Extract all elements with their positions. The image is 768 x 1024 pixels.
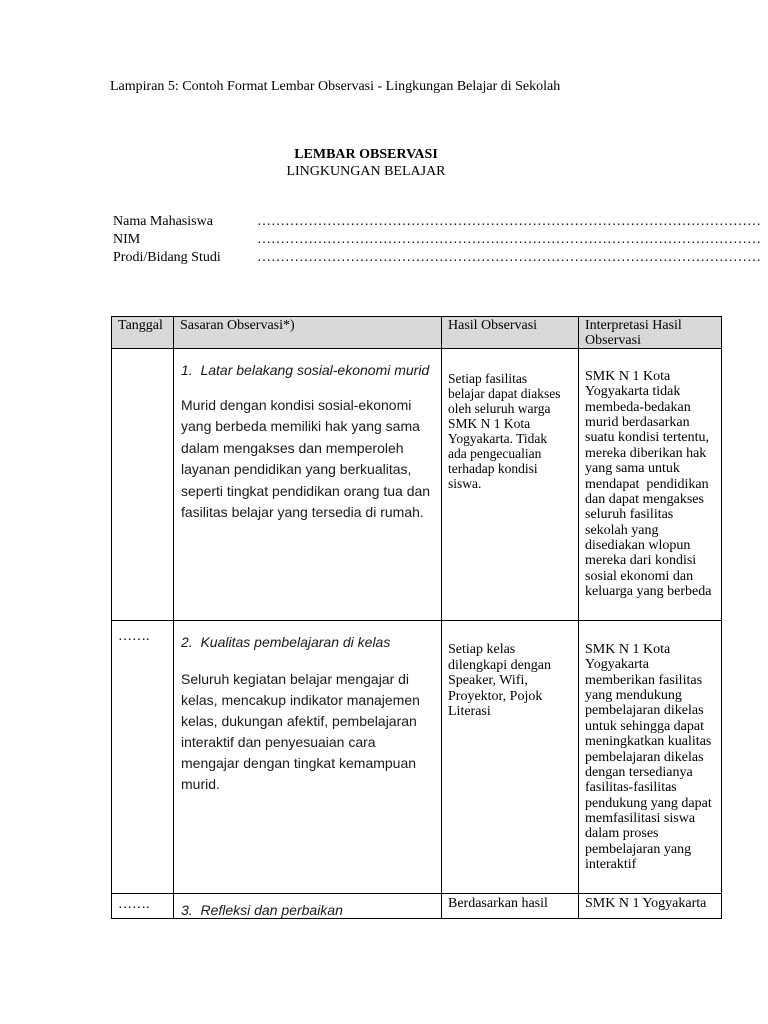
interpretasi-cell [579,349,722,621]
description-line: layanan pendidikan yang berkualitas, [181,461,412,478]
description-line: seperti tingkat pendidikan orang tua dan [181,482,431,499]
description-line: murid. [181,776,220,792]
description-line: interaktif dan penyesuaian cara [181,734,376,750]
field-label: Prodi/Bidang Studi [113,250,221,265]
observation-result-line: belajar dapat diakses [448,386,561,401]
hasil-cell [442,349,579,621]
field-row-nim [113,231,761,249]
interpretation-line: mendapat pendidikan [585,476,709,492]
observation-target-heading: 2. Kualitas pembelajaran di kelas [181,634,391,650]
interpretation-line: dengan tersedianya [585,764,693,780]
interpretation-line: yang sama untuk [585,461,680,477]
document-subtitle: LINGKUNGAN BELAJAR [286,164,446,179]
header-tanggal: Tanggal [112,317,174,349]
field-row-prodi [113,249,761,267]
interpretation-line: pendukung yang dapat [585,795,712,811]
interpretation-line: sekolah yang [585,522,659,538]
observation-result-line: oleh seluruh warga [448,401,551,416]
description-line: mengajar dengan tingkat kemampuan [181,755,417,771]
description-line: dalam mengakses dan memperoleh [181,439,404,456]
interpretation-line: memberikan fasilitas [585,672,703,688]
field-blank-line: ……………………………………………………………………………………………… [257,232,761,247]
interpretation-line: murid berdasarkan [585,415,690,431]
interpretation-line: dan dapat mengakses [585,491,704,507]
observation-result-line: Setiap kelas [448,642,516,657]
interpretation-line: keluarga yang berbeda [585,584,712,600]
observation-target-heading: 3. Refleksi dan perbaikan [181,902,343,918]
interpretation-line: pembelajaran dikelas [585,749,704,765]
hasil-cell [442,894,579,919]
interpretation-line: fasilitas-fasilitas [585,780,677,796]
interpretation-line: yang mendukung [585,688,682,704]
interpretation-line: interaktif [585,857,637,873]
hasil-cell [442,621,579,894]
interpretation-line: SMK N 1 Kota [585,369,671,384]
observation-result-line: Literasi [448,704,491,719]
interpretation-line: suatu kondisi tertentu, [585,430,710,446]
observation-target-heading: 1. Latar belakang sosial-ekonomi murid [181,362,430,378]
field-blank-line: ……………………………………………………………………………………………… [257,214,761,229]
observation-result-line: dilengkapi dengan [448,657,552,673]
field-label: NIM [113,232,141,247]
observation-result-line: Proyektor, Pojok [448,688,543,704]
interpretation-line: SMK N 1 Yogyakarta [585,896,707,911]
sasaran-cell [174,894,442,919]
observation-result-line: Berdasarkan hasil [448,896,548,911]
header-interpretasi-hasil-observasi: Interpretasi Hasil Observasi [579,317,722,349]
appendix-caption: Lampiran 5: Contoh Format Lembar Observasi - Lingkungan Belajar di Sekolah [110,79,561,94]
interpretation-line: Yogyakarta tidak [585,384,681,400]
observation-result-line: siswa. [448,476,482,491]
interpretasi-cell [579,621,722,894]
interpretation-line: SMK N 1 Kota [585,642,671,657]
observation-result-line: Setiap fasilitas [448,371,528,386]
interpretation-line: disediakan wlopun [585,537,691,553]
interpretation-line: dalam proses [585,826,659,842]
sasaran-cell [174,349,442,621]
observation-table [111,316,722,919]
interpretation-line: Yogyakarta [585,657,649,673]
interpretation-line: membeda-bedakan [585,399,691,415]
description-line: kelas, dukungan afektif, pembelajaran [181,713,417,729]
interpretation-line: sosial ekonomi dan [585,568,694,584]
interpretation-line: mereka dari kondisi [585,553,697,569]
interpretation-line: mereka diberikan hak [585,445,707,461]
observation-result-line: Yogyakarta. Tidak [448,431,548,446]
header-hasil-observasi: Hasil Observasi [442,317,579,349]
header-sasaran-observasi: Sasaran Observasi*) [174,317,442,349]
field-label: Nama Mahasiswa [113,214,213,229]
interpretasi-cell [579,894,722,919]
observation-result-line: terhadap kondisi [448,461,538,476]
interpretation-line: pembelajaran dikelas [585,703,704,719]
description-line: Seluruh kegiatan belajar mengajar di [181,671,410,687]
interpretation-line: untuk sehingga dapat [585,718,704,734]
observation-result-line: ada pengecualian [448,446,542,461]
field-blank-line: ……………………………………………………………………………………………… [257,250,761,265]
observation-target-description [181,669,441,795]
interpretation-line: pembelajaran yang [585,841,692,857]
description-line: kelas, mencakup indikator manajemen [181,692,420,708]
description-line: yang berbeda memiliki hak yang sama [181,418,420,435]
observation-target-description [181,395,441,523]
tanggal-cell [112,349,174,621]
interpretation-line: meningkatkan kualitas [585,734,712,750]
observation-result-line: Speaker, Wifi, [448,673,528,688]
document-title: LEMBAR OBSERVASI [294,147,438,162]
description-line: Murid dengan kondisi sosial-ekonomi [181,397,412,413]
tanggal-cell: ……. [112,621,174,894]
observation-result-line: SMK N 1 Kota [448,416,531,431]
description-line: fasilitas belajar yang tersedia di rumah. [181,504,424,521]
field-row-nama-mahasiswa [113,213,761,231]
interpretation-line: seluruh fasilitas [585,507,674,523]
tanggal-cell: ……. [112,894,174,919]
interpretation-line: memfasilitasi siswa [585,810,696,826]
identity-fields [113,213,761,267]
sasaran-cell [174,621,442,894]
